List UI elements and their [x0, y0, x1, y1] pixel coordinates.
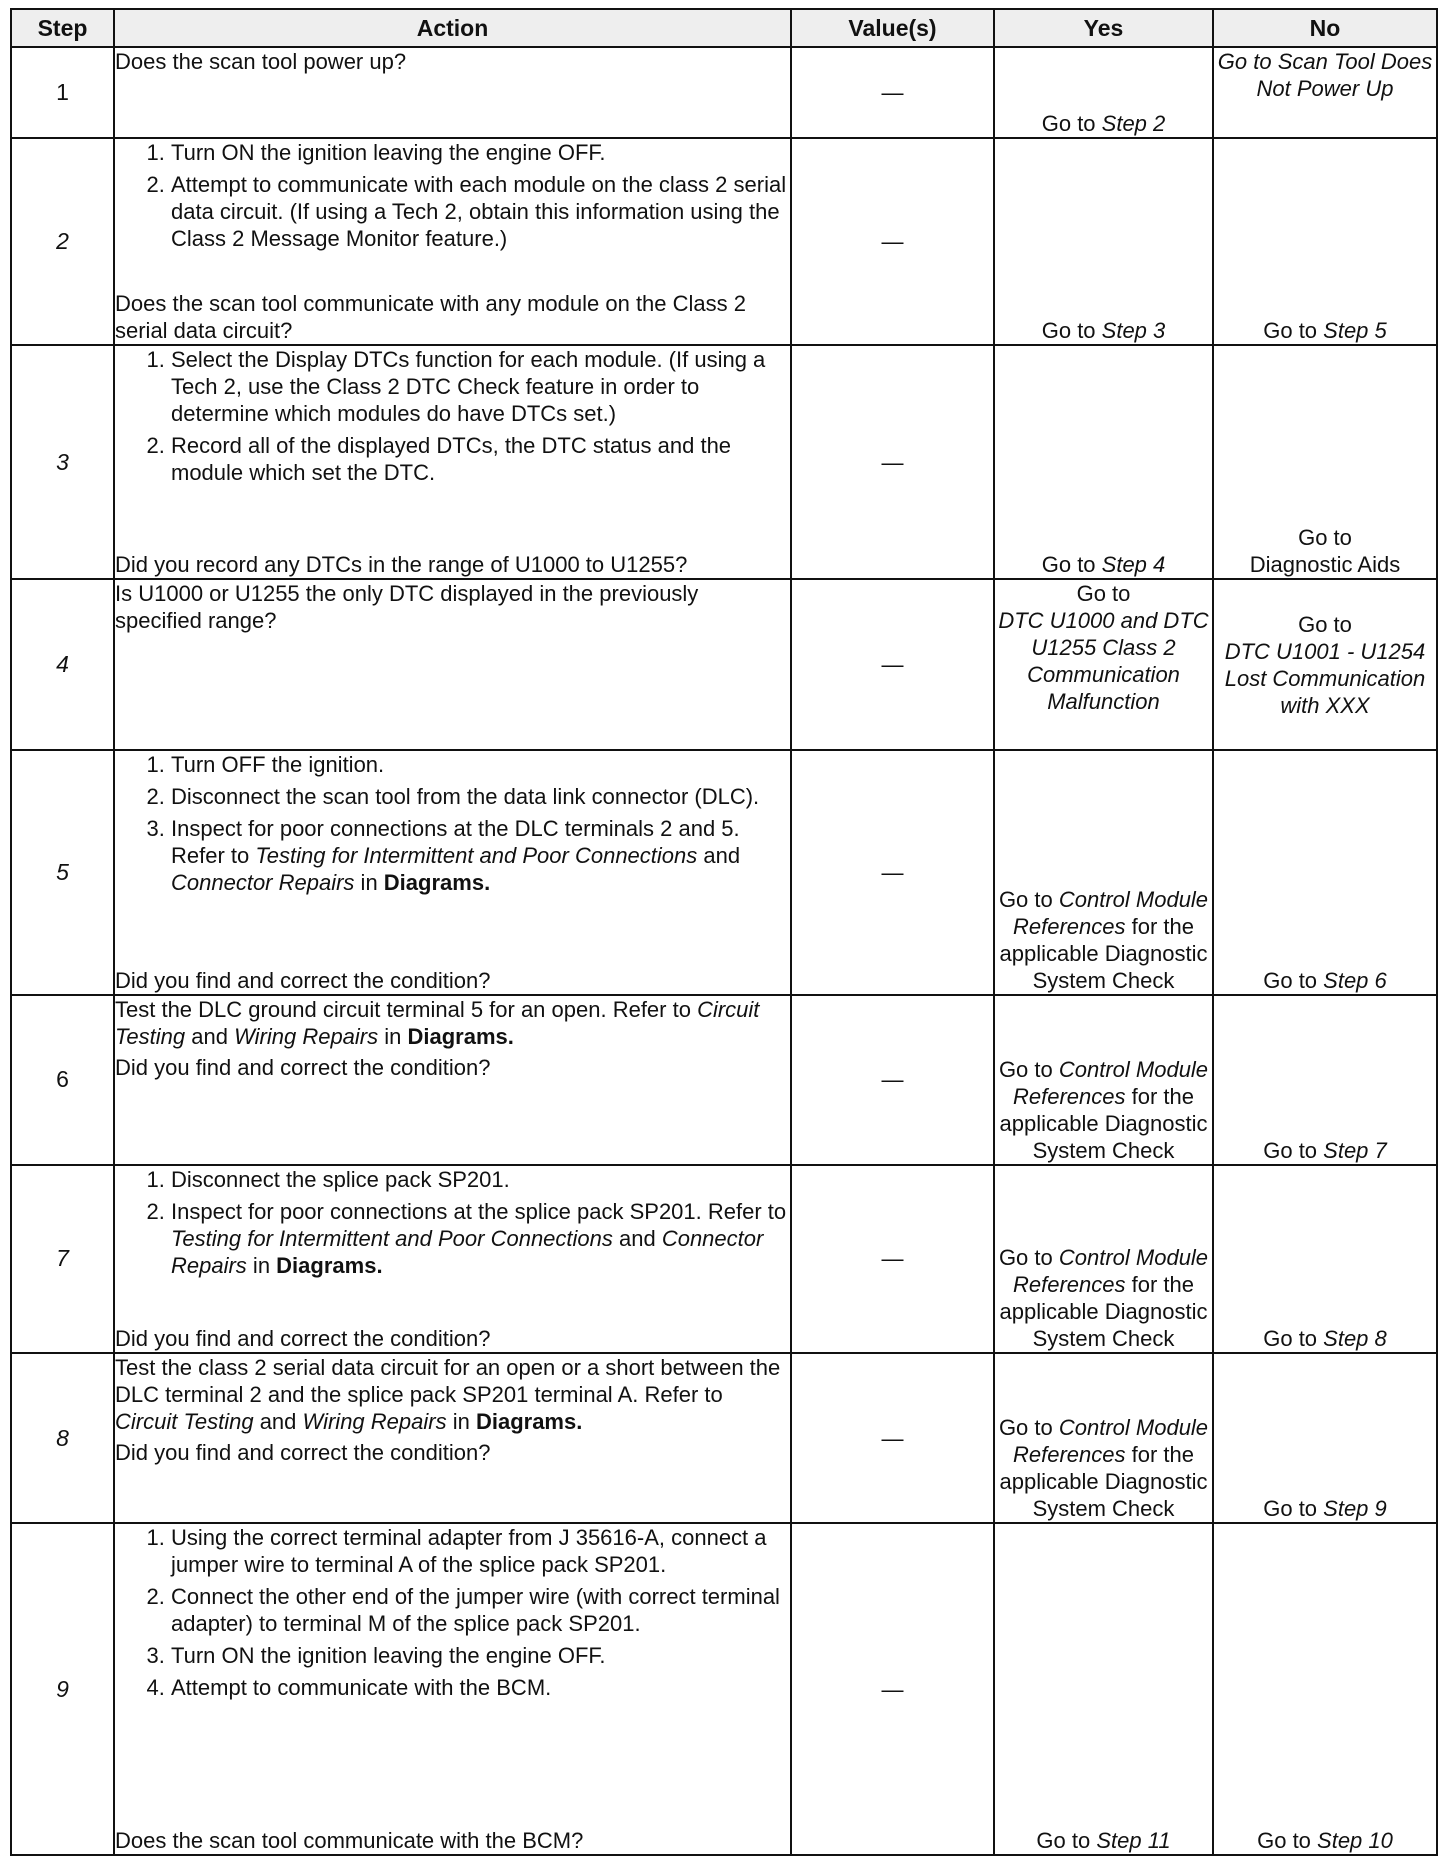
no-text: Go to [1298, 525, 1352, 551]
yes-cell [994, 1165, 1213, 1354]
action-list [115, 751, 790, 901]
list-item: 2. Record all of the displayed DTCs, the DTC status and the module which set the DTC. [171, 432, 790, 486]
yes-cell [994, 1523, 1213, 1855]
list-item: 1. Turn ON the ignition leaving the engine OFF. [171, 139, 790, 166]
no-cell [1213, 1165, 1437, 1354]
yes-text: Go to [1076, 581, 1131, 607]
no-cell [1213, 47, 1437, 138]
yes-text: Go to [998, 1245, 1059, 1271]
action-cell [114, 138, 791, 345]
action-text: Does the scan tool power up? [115, 49, 407, 74]
yes-link[interactable]: Control Module References [1013, 1245, 1209, 1298]
reference-link[interactable]: Wiring Repairs [234, 1023, 379, 1049]
list-item: 4. Attempt to communicate with the BCM. [171, 1674, 790, 1701]
no-text: Go to [1263, 1326, 1324, 1352]
action-list [115, 139, 790, 257]
no-text: Go to [1298, 611, 1352, 637]
table-row [11, 47, 1437, 138]
list-item: 2. Attempt to communicate with each module on the class 2 serial data circuit. (If using a Tech 2, obtain this information using the Class 2 Message Monitor feature.) [171, 171, 790, 252]
step-number: 9 [11, 1523, 114, 1855]
yes-cell [994, 345, 1213, 579]
table-row [11, 138, 1437, 345]
reference-link[interactable]: Connector Repairs [171, 870, 355, 896]
action-question: Did you find and correct the condition? [115, 1440, 491, 1466]
diagrams-link[interactable]: Diagrams. [475, 1409, 583, 1435]
value-cell [791, 138, 994, 345]
value-dash: — [881, 1425, 904, 1451]
value-dash: — [881, 859, 904, 885]
value-dash: — [881, 79, 904, 105]
yes-text: Go to [998, 1056, 1059, 1082]
value-dash: — [881, 1676, 904, 1702]
yes-cell [994, 47, 1213, 138]
action-cell [114, 47, 791, 138]
action-cell [114, 995, 791, 1165]
action-question: Did you find and correct the condition? [115, 1326, 491, 1352]
no-cell [1213, 1353, 1437, 1523]
action-text: Is U1000 or U1255 the only DTC displayed in the previously specified range? [115, 581, 699, 634]
list-item: 1. Disconnect the splice pack SP201. [171, 1166, 790, 1193]
action-question: Does the scan tool communicate with any module on the Class 2 serial data circuit? [115, 291, 746, 344]
no-link[interactable]: Step 7 [1323, 1137, 1387, 1163]
reference-link[interactable]: Testing for Intermittent and Poor Connections [255, 843, 698, 869]
action-question: Did you record any DTCs in the range of U1000 to U1255? [115, 552, 688, 578]
action-list [115, 1166, 790, 1284]
yes-link[interactable]: Control Module References [1013, 886, 1209, 939]
header-action: Action [114, 9, 791, 47]
no-link[interactable]: Step 8 [1323, 1326, 1387, 1352]
no-cell [1213, 579, 1437, 750]
action-question: Did you find and correct the condition? [115, 967, 491, 993]
no-link[interactable]: Step 6 [1323, 967, 1387, 993]
yes-cell [994, 995, 1213, 1165]
yes-link[interactable]: Step 2 [1101, 110, 1166, 136]
action-cell [114, 750, 791, 994]
no-link[interactable]: Step 9 [1323, 1496, 1387, 1522]
list-item: 1. Select the Display DTCs function for each module. (If using a Tech 2, use the Class 2 DTC Check feature in order to determine which modules do have DTCs set.) [171, 346, 790, 427]
action-question: Does the scan tool communicate with the BCM? [115, 1828, 584, 1853]
value-dash: — [881, 228, 904, 254]
yes-link[interactable]: Control Module References [1013, 1056, 1209, 1109]
value-dash: — [881, 449, 904, 475]
table-row [11, 1523, 1437, 1855]
action-list [115, 346, 790, 491]
step-number: 3 [11, 345, 114, 579]
no-link[interactable]: DTC U1001 - U1254 Lost Communication with XXX [1224, 638, 1426, 718]
no-text: Go to [1257, 1828, 1318, 1853]
yes-link[interactable]: DTC U1000 and DTC U1255 Class 2 Communication Malfunction [998, 608, 1209, 715]
reference-link[interactable]: Wiring Repairs [302, 1409, 447, 1435]
yes-cell [994, 750, 1213, 994]
action-list [115, 1524, 790, 1706]
no-link[interactable]: Step 10 [1317, 1828, 1393, 1853]
yes-cell [994, 138, 1213, 345]
diagrams-link[interactable]: Diagrams. [276, 1252, 383, 1278]
value-cell [791, 1353, 994, 1523]
no-link[interactable]: Diagnostic Aids [1249, 552, 1401, 578]
no-text: Go to [1263, 1137, 1324, 1163]
action-cell [114, 345, 791, 579]
yes-text: Go to [1041, 318, 1102, 344]
header-step: Step [11, 9, 114, 47]
list-item: 2. Inspect for poor connections at the splice pack SP201. Refer to Testing for Intermittent and Poor Connections and Connector Repairs in Diagrams. [171, 1198, 790, 1279]
diagnostic-table [10, 8, 1438, 1856]
table-row [11, 579, 1437, 750]
reference-link[interactable]: Testing for Intermittent and Poor Connections [171, 1225, 613, 1251]
table-row [11, 995, 1437, 1165]
no-text: Go to [1263, 1496, 1324, 1522]
step-number: 5 [11, 750, 114, 994]
step-number: 4 [11, 579, 114, 750]
list-item: 2. Disconnect the scan tool from the data link connector (DLC). [171, 783, 790, 810]
value-cell [791, 1523, 994, 1855]
reference-link[interactable]: Circuit Testing [115, 996, 760, 1049]
step-number: 2 [11, 138, 114, 345]
yes-text: Go to [1041, 110, 1102, 136]
yes-text: Go to [1036, 1828, 1097, 1853]
no-text: Go to [1263, 967, 1324, 993]
no-cell [1213, 138, 1437, 345]
diagrams-link[interactable]: Diagrams. [407, 1023, 514, 1049]
no-cell [1213, 995, 1437, 1165]
list-item: 2. Connect the other end of the jumper wire (with correct terminal adapter) to terminal M of the splice pack SP201. [171, 1583, 790, 1637]
yes-text: for the applicable Diagnostic System Check [999, 1083, 1208, 1163]
no-text: Go to [1263, 318, 1324, 344]
no-cell [1213, 750, 1437, 994]
no-link[interactable]: Go to Scan Tool Does Not Power Up [1217, 49, 1433, 101]
action-text: Test the DLC ground circuit terminal 5 for an open. Refer to Circuit Testing and Wiring Repairs in Diagrams. [115, 996, 760, 1049]
reference-link[interactable]: Circuit Testing [115, 1409, 254, 1435]
table-row [11, 1353, 1437, 1523]
no-cell [1213, 345, 1437, 579]
yes-link[interactable]: Step 11 [1096, 1828, 1171, 1853]
step-number: 8 [11, 1353, 114, 1523]
table-row [11, 345, 1437, 579]
yes-link[interactable]: Control Module References [1013, 1415, 1209, 1468]
table-row [11, 750, 1437, 994]
value-cell [791, 1165, 994, 1354]
table-row [11, 1165, 1437, 1354]
value-dash: — [881, 652, 904, 678]
no-link[interactable]: Step 5 [1323, 318, 1387, 344]
list-item: 3. Turn ON the ignition leaving the engine OFF. [171, 1642, 790, 1669]
header-values: Value(s) [791, 9, 994, 47]
yes-link[interactable]: Step 4 [1101, 552, 1166, 578]
yes-cell [994, 579, 1213, 750]
header-yes: Yes [994, 9, 1213, 47]
value-cell [791, 47, 994, 138]
action-cell [114, 1523, 791, 1855]
step-number: 7 [11, 1165, 114, 1354]
action-text: Test the class 2 serial data circuit for an open or a short between the DLC terminal 2 and the splice pack SP201 terminal A. Refer to Circuit Testing and Wiring Repairs in Diagrams. [115, 1355, 781, 1435]
no-cell [1213, 1523, 1437, 1855]
yes-text: for the applicable Diagnostic System Check [999, 1272, 1208, 1352]
header-no: No [1213, 9, 1437, 47]
value-dash: — [881, 1067, 904, 1093]
yes-text: Go to [998, 886, 1059, 912]
value-dash: — [881, 1246, 904, 1272]
value-cell [791, 345, 994, 579]
list-item: 1. Turn OFF the ignition. [171, 751, 790, 778]
step-number: 6 [11, 995, 114, 1165]
value-cell [791, 750, 994, 994]
action-cell [114, 1353, 791, 1523]
action-cell [114, 1165, 791, 1354]
yes-text: for the applicable Diagnostic System Check [999, 913, 1208, 993]
header-row [11, 9, 1437, 47]
yes-link[interactable]: Step 3 [1101, 318, 1166, 344]
step-number: 1 [11, 47, 114, 138]
yes-cell [994, 1353, 1213, 1523]
yes-text: Go to [998, 1415, 1059, 1441]
yes-text: for the applicable Diagnostic System Check [999, 1442, 1208, 1522]
yes-text: Go to [1041, 552, 1102, 578]
value-cell [791, 579, 994, 750]
reference-link[interactable]: Connector Repairs [171, 1225, 764, 1278]
list-item: 3. Inspect for poor connections at the DLC terminals 2 and 5. Refer to Testing for Intermittent and Poor Connections and Connector Repairs in Diagrams. [171, 815, 790, 896]
value-cell [791, 995, 994, 1165]
action-question: Did you find and correct the condition? [115, 1054, 491, 1080]
list-item: 1. Using the correct terminal adapter from J 35616-A, connect a jumper wire to terminal A of the splice pack SP201. [171, 1524, 790, 1578]
action-cell [114, 579, 791, 750]
diagrams-link[interactable]: Diagrams. [383, 870, 491, 896]
